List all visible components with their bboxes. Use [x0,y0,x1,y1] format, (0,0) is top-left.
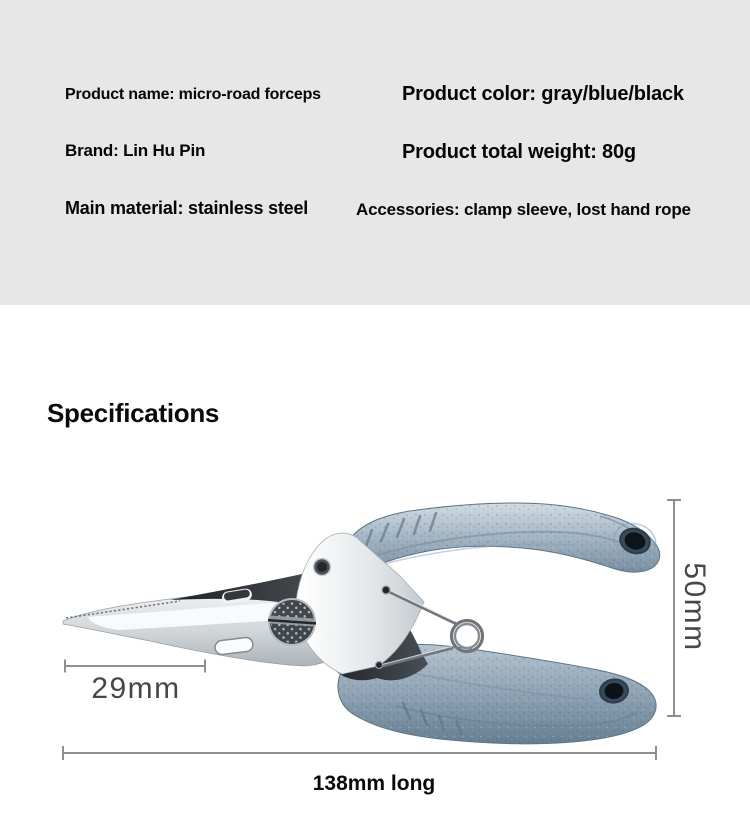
section-title: Specifications [47,398,220,428]
total-length-dimension-line [63,746,656,760]
product-color-text: Product color: gray/blue/black [402,83,684,105]
brand-text: Brand: Lin Hu Pin [65,141,206,160]
product-info-header [0,0,750,305]
pliers-illustration [0,460,750,833]
dimension-label-total-length: 138mm long [312,772,436,795]
material-text: Main material: stainless steel [65,198,309,218]
pliers-pivot-screw [268,599,316,645]
dimension-label-nose-width: 29mm [91,672,181,705]
dimension-label-handle-height: 50mm [678,562,711,652]
nose-width-dimension-line [65,660,205,673]
product-name-text: Product name: micro-road forceps [65,86,321,103]
product-figure [0,460,750,833]
product-weight-text: Product total weight: 80g [402,141,636,163]
pliers-product-image [63,498,670,748]
accessories-text: Accessories: clamp sleeve, lost hand rope [356,200,691,219]
